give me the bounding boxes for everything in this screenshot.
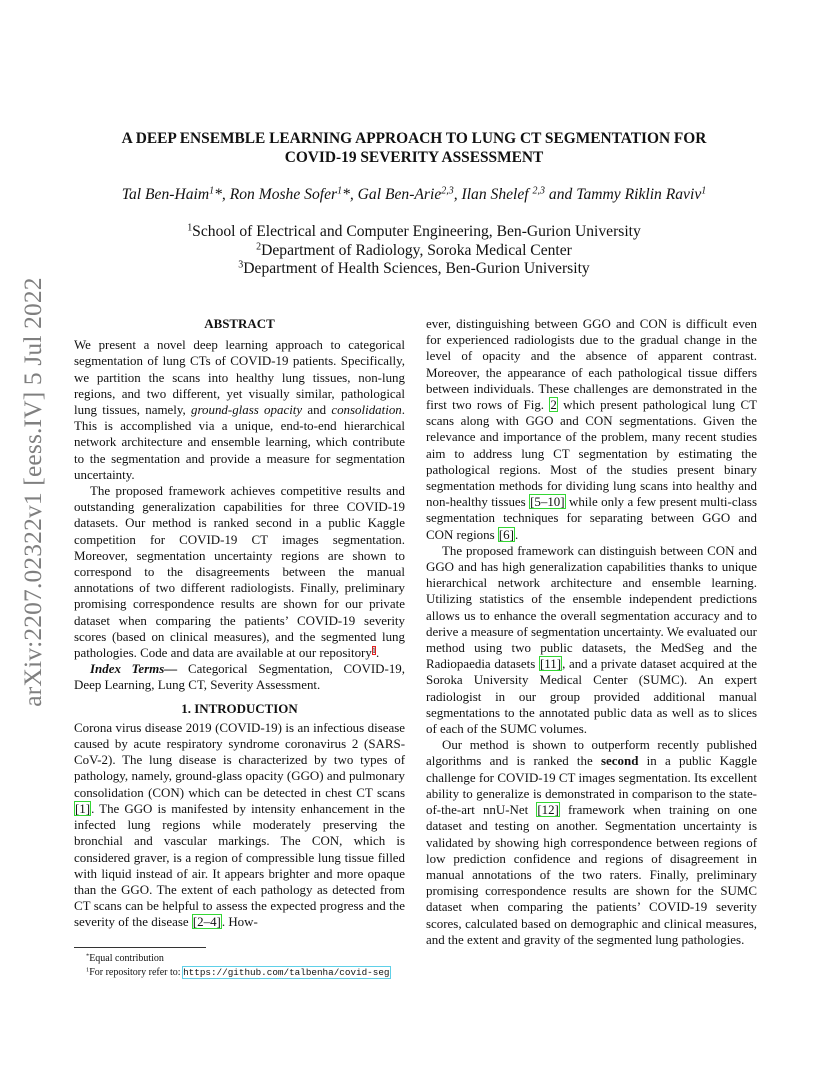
- author-list: Tal Ben-Haim$^1$*, Ron Moshe Sofer$^1$*, Gal Ben-Arie$^{2,3}$, Ilan Shelef $^{2,3}$ and Tammy Riklin Raviv$^1$: [121, 185, 707, 203]
- citation-link[interactable]: [11]: [539, 656, 562, 672]
- intro-paragraph-2: The proposed framework can distinguish between CON and GGO and has high generalization capabilities thanks to unique hierarchical network architecture and ensemble learning. Utilizing statistics of the ensemble independent predictions allows us to enhance the overall segmentation accuracy and to derive a measure of segmentation uncertainty. We evaluated our method using two public datasets, the MedSeg and the Radiopaedia datasets [11], and a private dataset acquired at the Soroka University Medical Center (SUMC). An expert radiologist in our group provided additional manual segmentations to the annotated public data as well as to slices of each of the SUMC volumes.: [426, 542, 757, 737]
- right-column: [426, 316, 757, 948]
- introduction-heading: 1. INTRODUCTION: [181, 700, 298, 716]
- author: Tal Ben-Haim$^1$*: [121, 185, 222, 203]
- abstract-heading: ABSTRACT: [204, 316, 275, 331]
- citation-link[interactable]: [6]: [498, 526, 514, 542]
- author: Gal Ben-Arie$^{2,3}$: [357, 185, 454, 203]
- index-terms: Index Terms— Categorical Segmentation, COVID-19, Deep Learning, Lung CT, Severity Assessment.: [74, 661, 406, 693]
- left-column: [74, 316, 405, 931]
- footnotes: [74, 952, 414, 979]
- affiliations: [60, 223, 768, 279]
- affiliation: $^3$Department of Health Sciences, Ben-Gurion University: [238, 259, 590, 277]
- citation-link[interactable]: [2–4]: [192, 914, 221, 930]
- author: Tammy Riklin Raviv$^1$: [576, 185, 707, 203]
- author-conjunction: and: [548, 186, 573, 203]
- citation-link[interactable]: [5–10]: [530, 494, 565, 510]
- footnote-divider: [74, 947, 206, 948]
- footnote-equal-contribution: *Equal contribution: [86, 952, 164, 964]
- citation-link[interactable]: [1]: [75, 800, 91, 816]
- affiliation: $^1$School of Electrical and Computer Engineering, Ben-Gurion University: [187, 222, 641, 240]
- title-line-1: A DEEP ENSEMBLE LEARNING APPROACH TO LUNG CT SEGMENTATION FOR: [121, 130, 707, 147]
- title-line-2: COVID-19 SEVERITY ASSESSMENT: [284, 149, 544, 166]
- citation-link[interactable]: [12]: [537, 802, 559, 818]
- footnote-repository: $^1$For repository refer to: https://github.com/talbenha/covid-seg: [86, 965, 390, 978]
- arxiv-stamp: [6, 277, 61, 707]
- abstract-paragraph-1: We present a novel deep learning approach to categorical segmentation of lung CTs of COVID-19 patients. Specifically, we partition the scans into healthy lung tissues, non-lung regions, and two different, yet visually similar, pathological lung tissues, namely, ground-glass opacity and consolidation. This is accomplished via a unique, end-to-end hierarchical network architecture and ensemble learning, which contribute to the segmentation and provide a measure for segmentation uncertainty.: [74, 337, 406, 482]
- abstract-paragraph-2: The proposed framework achieves competitive results and outstanding generalization capabilities for three COVID-19 datasets. Our method is ranked second in a public Kaggle competition for COVID-19 CT images segmentation. Moreover, segmentation uncertainty regions are shown to correspond to the disagreements between the manual annotations of two different radiologists. Finally, preliminary promising correspondence results are shown for our private dataset when comparing the patients’ COVID-19 severity scores (based on clinical measures), and the segmented lung pathologies. Code and data are available at our repository$^1$.: [74, 483, 405, 661]
- intro-paragraph-1-continued: ever, distinguishing between GGO and CON is difficult even for experienced radiologists due to the gradual change in the level of opacity and the absence of apparent contrast. Moreover, the appearance of each pathological tissue differs between individuals. These challenges are demonstrated in the first two rows of Fig. 2 which present pathological lung CT scans along with GGO and CON segmentations. Given the relevance and importance of the problem, many recent studies aim to address lung CT segmentation by estimating the pathological regions. Most of the studies present binary segmentation methods for dividing lung scans into healthy and non-healthy tissues [5–10] while only a few present multi-class segmentation techniques for separating between GGO and CON regions [6].: [426, 316, 757, 542]
- intro-paragraph-1: Corona virus disease 2019 (COVID-19) is an infectious disease caused by acute respiratory syndrome coronavirus 2 (SARS-CoV-2). The lung disease is characterized by two types of pathology, namely, ground-glass opacity (GGO) and pulmonary consolidation (CON) which can be detected in chest CT scans [1]. The GGO is manifested by intensity enhancement in the infected lung regions while moderately preserving the bronchial and vascular markings. The CON, which is considered graver, is a region of compressible lung tissue filled with liquid instead of air. It appears brighter and more opaque than the GGO. The extent of each pathology as detected from CT scans can be helpful to assess the expected progress and the severity of the disease [2–4]. How-: [74, 719, 405, 930]
- repository-link[interactable]: https://github.com/talbenha/covid-seg: [183, 966, 390, 978]
- arxiv-identifier[interactable]: arXiv:2207.02322v1 [eess.IV] 5 Jul 2022: [18, 277, 47, 707]
- paper-title: [60, 129, 768, 167]
- affiliation: $^2$Department of Radiology, Soroka Medical Center: [256, 241, 572, 259]
- author: Ilan Shelef $^{2,3}$: [461, 185, 546, 203]
- footnote-link[interactable]: 1: [371, 645, 376, 655]
- intro-paragraph-3: Our method is shown to outperform recently published algorithms and is ranked the second in a public Kaggle challenge for COVID-19 CT images segmentation. Its excellent ability to generalize is demonstrated in comparison to the state-of-the-art nnU-Net [12] framework when training on one dataset and testing on another. Segmentation uncertainty is validated by showing high correspondence between regions of low prediction confidence and regions of disagreement in manual annotations of the two raters. Finally, preliminary promising correspondence results are shown for the SUMC dataset when comparing the patients’ COVID-19 severity scores, calculated based on demographic and clinical measures, and the extent and gravity of the segmented lung pathologies.: [426, 737, 757, 947]
- author: Ron Moshe Sofer$^1$*: [229, 185, 350, 203]
- figure-link[interactable]: 2: [550, 397, 557, 413]
